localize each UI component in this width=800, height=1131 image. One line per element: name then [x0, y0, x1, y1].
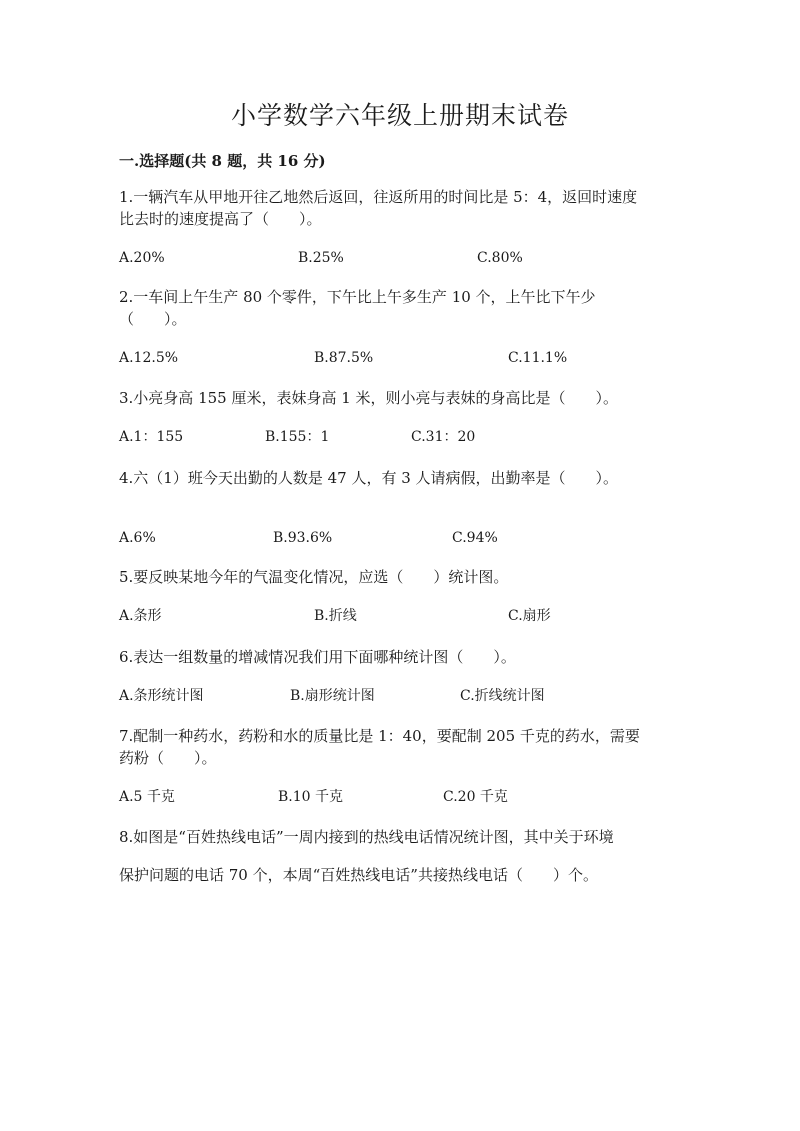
question-1-option-b: B.25%: [298, 250, 344, 266]
question-2-option-b: B.87.5%: [314, 350, 374, 366]
question-5-line-1: 5.要反映某地今年的气温变化情况，应选（ ）统计图。: [119, 568, 509, 586]
question-4-line-1: 4.六（1）班今天出勤的人数是 47 人，有 3 人请病假，出勤率是（ ）。: [119, 469, 619, 487]
question-8-line-2: 保护问题的电话 70 个，本周“百姓热线电话”共接热线电话（ ）个。: [119, 866, 598, 884]
question-4-option-b: B.93.6%: [273, 530, 333, 546]
question-8-line-1: 8.如图是“百姓热线电话”一周内接到的热线电话情况统计图，其中关于环境: [119, 828, 614, 846]
question-7-option-a: A.5 千克: [119, 789, 175, 805]
question-3-line-1: 3.小亮身高 155 厘米，表妹身高 1 米，则小亮与表妹的身高比是（ ）。: [119, 389, 619, 407]
question-6-option-b: B.扇形统计图: [290, 688, 375, 704]
section-heading: 一.选择题(共 8 题，共 16 分): [119, 152, 326, 170]
question-6-line-1: 6.表达一组数量的增减情况我们用下面哪种统计图（ ）。: [119, 648, 516, 666]
question-7-line-2: 药粉（ ）。: [119, 749, 217, 767]
question-3-option-b: B.155：1: [265, 429, 330, 445]
question-1-line-2: 比去时的速度提高了（ ）。: [119, 210, 322, 228]
question-7-line-1: 7.配制一种药水，药粉和水的质量比是 1：40，要配制 205 千克的药水，需要: [119, 727, 640, 745]
question-5-option-a: A.条形: [119, 608, 162, 624]
question-2-option-c: C.11.1%: [508, 350, 568, 366]
question-1-option-c: C.80%: [477, 250, 523, 266]
question-1-line-1: 1.一辆汽车从甲地开往乙地然后返回，往返所用的时间比是 5：4，返回时速度: [119, 188, 638, 206]
question-1-option-a: A.20%: [119, 250, 165, 266]
question-7-option-c: C.20 千克: [443, 789, 508, 805]
question-6-option-a: A.条形统计图: [119, 688, 204, 704]
question-5-option-c: C.扇形: [508, 608, 551, 624]
question-3-option-c: C.31：20: [411, 429, 476, 445]
page-title: 小学数学六年级上册期末试卷: [230, 101, 569, 130]
question-4-option-c: C.94%: [452, 530, 498, 546]
question-5-option-b: B.折线: [314, 608, 357, 624]
question-4-option-a: A.6%: [119, 530, 156, 546]
question-7-option-b: B.10 千克: [278, 789, 344, 805]
question-2-line-2: （ ）。: [119, 310, 187, 328]
question-6-option-c: C.折线统计图: [460, 688, 545, 704]
question-2-line-1: 2.一车间上午生产 80 个零件，下午比上午多生产 10 个，上午比下午少: [119, 288, 596, 306]
question-3-option-a: A.1：155: [119, 429, 184, 445]
question-2-option-a: A.12.5%: [119, 350, 179, 366]
